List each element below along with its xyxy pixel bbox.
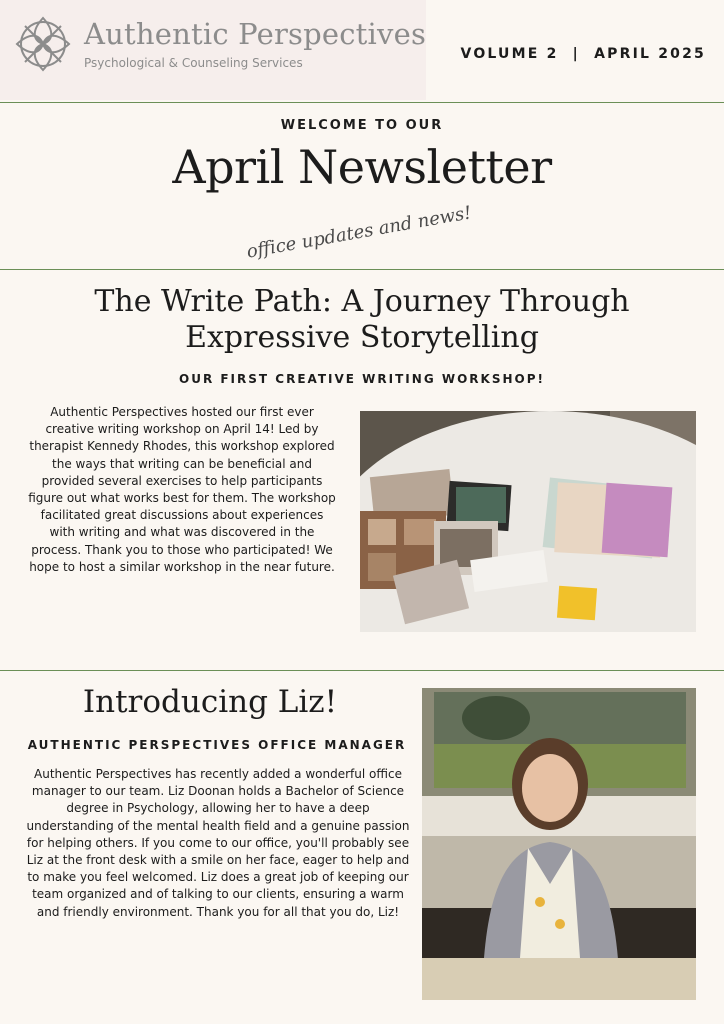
workshop-photo — [360, 411, 696, 632]
brand-logo-block — [0, 0, 426, 100]
workshop-body: Authentic Perspectives hosted our first ever creative writing workshop on April 14! Led by therapist Kennedy Rhodes, this workshop explored the ways that writing can be beneficial and provided several exercises to help participants figure out what works best for them. The workshop facilitated great discussions about experiences with writing and what was discovered in the process. Thank you to those who participated! We hope to host a similar workshop in the near future. — [28, 405, 336, 574]
script-subtitle: office updates and news! — [245, 202, 473, 263]
divider — [0, 269, 724, 270]
staff-body: Authentic Perspectives has recently added a wonderful office manager to our team. Liz Doonan holds a Bachelor of Science degree in Psychology, allowing her to have a deep understanding of the mental health field and a genuine passion for helping others. If you come to our office, you'll probably see Liz at the front desk with a smile on her face, eager to help and to make you feel welcomed. Liz does a great job of keeping our team organized and of talking to our clients, ensuring a warm and friendly environment. Thank you for all that you do, Liz! — [26, 767, 410, 919]
workshop-kicker: OUR FIRST CREATIVE WRITING WORKSHOP! — [179, 372, 545, 386]
workshop-title: The Write Path: A Journey Through Expressive Storytelling — [94, 284, 630, 355]
newsletter-header — [0, 0, 724, 102]
divider — [0, 670, 724, 671]
workshop-table-photo — [360, 411, 696, 632]
divider — [0, 102, 724, 103]
welcome-label: WELCOME TO OUR — [280, 118, 444, 133]
flower-knot-icon — [8, 12, 78, 76]
liz-portrait-photo — [422, 688, 696, 1000]
staff-title: Introducing Liz! — [82, 684, 338, 720]
brand-name: Authentic Perspectives — [84, 17, 427, 51]
newsletter-title: April Newsletter — [172, 140, 552, 194]
staff-photo — [422, 688, 696, 1000]
brand-subtitle: Psychological & Counseling Services — [84, 56, 303, 70]
issue-label: VOLUME 2 | APRIL 2025 — [460, 46, 706, 62]
staff-kicker: AUTHENTIC PERSPECTIVES OFFICE MANAGER — [27, 738, 407, 752]
